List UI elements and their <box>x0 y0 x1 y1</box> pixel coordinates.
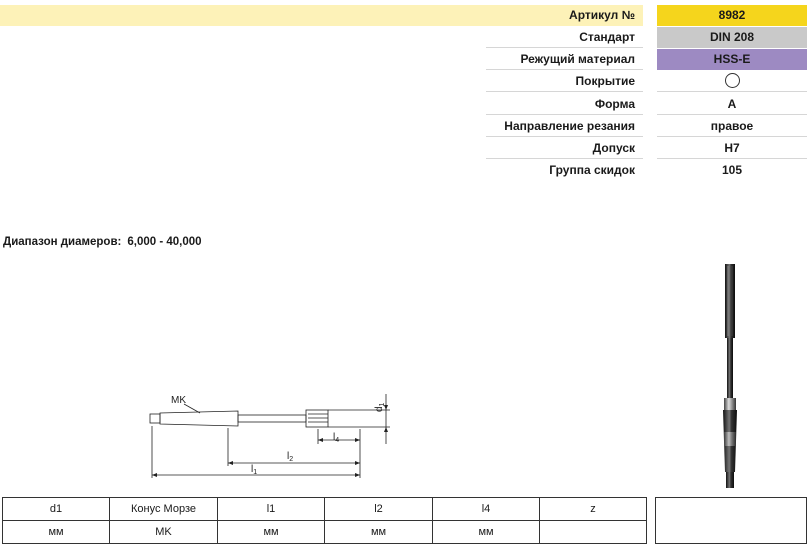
spec-row-direction <box>0 116 811 138</box>
form-value: A <box>657 94 807 115</box>
article-value: 8982 <box>657 5 807 26</box>
coating-value <box>657 71 807 92</box>
table-header-row <box>3 498 647 521</box>
technical-drawing <box>140 386 400 486</box>
table-header-cell: l2 <box>325 498 433 521</box>
material-value: HSS-E <box>657 49 807 70</box>
direction-value: правое <box>657 116 807 137</box>
coating-label: Покрытие <box>486 71 643 92</box>
mk-label: MK <box>171 395 186 406</box>
table-unit-cell <box>540 521 647 544</box>
spec-row-article <box>0 5 811 27</box>
table-unit-row <box>3 521 647 544</box>
table-unit-cell: MK <box>110 521 218 544</box>
table-header-cell: z <box>540 498 647 521</box>
table-header-cell: l1 <box>218 498 325 521</box>
standard-value: DIN 208 <box>657 27 807 48</box>
standard-label: Стандарт <box>486 27 643 48</box>
direction-label: Направление резания <box>486 116 643 137</box>
spec-row-form <box>0 94 811 116</box>
l1-label: $l_1$ <box>251 464 258 476</box>
table-unit-cell: мм <box>3 521 110 544</box>
table-unit-cell: мм <box>325 521 433 544</box>
table-unit-cell: мм <box>218 521 325 544</box>
table-header-cell: Конус Морзе <box>110 498 218 521</box>
reamer-photo <box>712 262 748 490</box>
spec-row-tolerance <box>0 138 811 160</box>
l2-label: $l_2$ <box>287 451 294 463</box>
d1-label: $d_1$ <box>374 402 386 412</box>
diameter-range <box>3 236 208 248</box>
table-unit-cell: мм <box>433 521 540 544</box>
diameter-range-value: 6,000 - 40,000 <box>127 236 202 248</box>
spec-row-discount <box>0 160 811 182</box>
material-label: Режущий материал <box>486 49 643 70</box>
side-box <box>655 497 807 544</box>
form-label: Форма <box>486 94 643 115</box>
article-label: Артикул № <box>0 5 643 26</box>
discount-label: Группа скидок <box>549 163 635 177</box>
spec-row-coating <box>0 71 811 93</box>
spec-row-standard <box>0 27 811 49</box>
diameter-range-label: Диапазон диамеров: <box>3 236 122 248</box>
table-header-cell: d1 <box>3 498 110 521</box>
tolerance-label: Допуск <box>486 138 643 159</box>
empty-circle-icon <box>725 73 740 88</box>
dimension-table <box>2 497 647 544</box>
tolerance-value: H7 <box>657 138 807 159</box>
spec-row-material <box>0 49 811 71</box>
l4-label: $l_4$ <box>333 432 340 444</box>
table-header-cell: l4 <box>433 498 540 521</box>
discount-value: 105 <box>721 163 743 177</box>
